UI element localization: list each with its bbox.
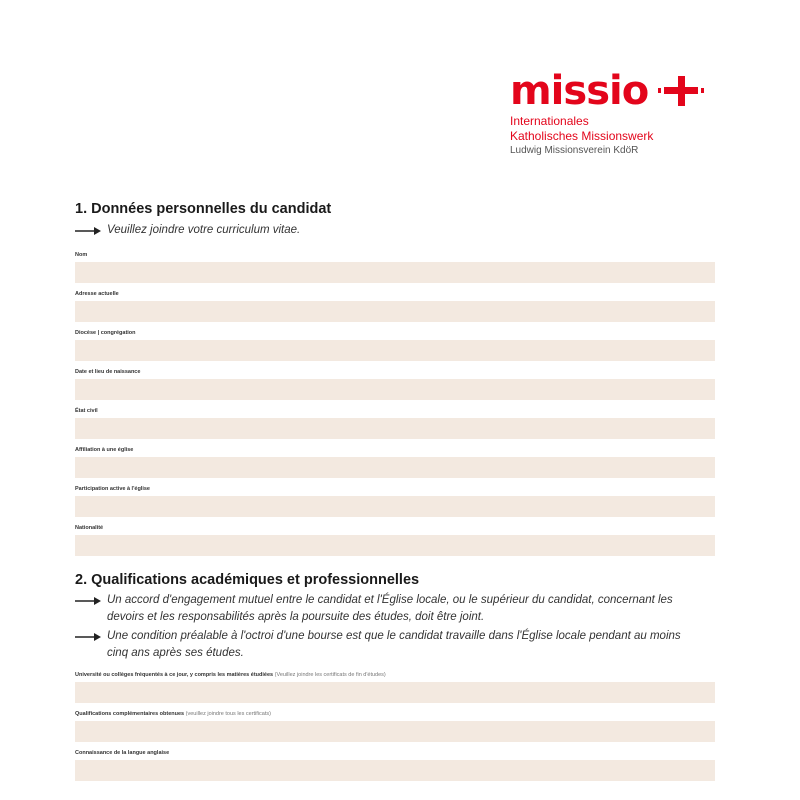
logo-line-1: Internationales bbox=[510, 114, 589, 128]
logo-subline: Ludwig Missionsverein KdöR bbox=[510, 145, 639, 156]
arrow-right-icon bbox=[75, 632, 101, 642]
field-label-text: Université ou collèges fréquentés à ce jour, y compris les matières étudiées bbox=[75, 672, 274, 678]
field-date-lieu-naissance bbox=[75, 368, 715, 400]
field-label: Affiliation à une église bbox=[75, 447, 134, 453]
section-2-note-2-text: Une condition préalable à l'octroi d'une bourse est que le candidat travaille dans l'Église locale pendant au moins cinq ans après ses études. bbox=[107, 630, 681, 659]
field-input[interactable] bbox=[75, 301, 715, 322]
field-input[interactable] bbox=[75, 682, 715, 703]
field-input[interactable] bbox=[75, 535, 715, 556]
section-1-note-text: Veuillez joindre votre curriculum vitae. bbox=[107, 224, 301, 236]
field-input[interactable] bbox=[75, 496, 715, 517]
field-input[interactable] bbox=[75, 721, 715, 742]
field-label-hint: (Veuillez joindre les certificats de fin d'études) bbox=[274, 672, 386, 678]
field-langue-anglaise bbox=[75, 749, 715, 781]
missio-logo bbox=[510, 68, 770, 158]
field-label-text: Connaissance de la langue anglaise bbox=[75, 750, 170, 756]
field-label: Nationalité bbox=[75, 525, 104, 531]
field-input[interactable] bbox=[75, 379, 715, 400]
section-1-title: 1. Données personnelles du candidat bbox=[75, 201, 332, 217]
arrow-right-icon bbox=[75, 226, 101, 236]
field-input[interactable] bbox=[75, 760, 715, 781]
section-2-note-1 bbox=[75, 592, 697, 626]
section-2-note-2 bbox=[75, 628, 697, 662]
field-affiliation-eglise bbox=[75, 446, 715, 478]
field-label: Date et lieu de naissance bbox=[75, 369, 141, 375]
section-2-note-1-text: Un accord d'engagement mutuel entre le candidat et l'Église locale, ou le supérieur du candidat, concernant les devoirs et les responsabilités après la poursuite des études, doit être joint. bbox=[107, 594, 673, 623]
field-label: Participation active à l'église bbox=[75, 486, 150, 492]
field-label-hint: (veuillez joindre tous les certificats) bbox=[185, 711, 271, 717]
cross-icon bbox=[656, 74, 706, 108]
field-qualifications-complementaires bbox=[75, 710, 715, 742]
logo-line-2: Katholisches Missionswerk bbox=[510, 129, 654, 143]
field-label bbox=[75, 710, 715, 719]
field-adresse-actuelle bbox=[75, 290, 715, 322]
field-input[interactable] bbox=[75, 418, 715, 439]
section-2-title: 2. Qualifications académiques et professionnelles bbox=[75, 572, 420, 588]
field-input[interactable] bbox=[75, 340, 715, 361]
field-etat-civil bbox=[75, 407, 715, 439]
field-participation-eglise bbox=[75, 485, 715, 517]
section-1-note bbox=[75, 222, 697, 239]
field-diocese bbox=[75, 329, 715, 361]
field-label: Diocèse | congrégation bbox=[75, 330, 136, 336]
field-nom bbox=[75, 251, 715, 283]
field-input[interactable] bbox=[75, 262, 715, 283]
field-label bbox=[75, 671, 715, 680]
arrow-right-icon bbox=[75, 596, 101, 606]
field-nationalite bbox=[75, 524, 715, 556]
logo-wordmark: missio bbox=[510, 68, 649, 114]
field-label: État civil bbox=[75, 408, 98, 414]
field-label: Adresse actuelle bbox=[75, 291, 119, 297]
field-input[interactable] bbox=[75, 457, 715, 478]
field-label bbox=[75, 749, 715, 758]
field-universite bbox=[75, 671, 715, 703]
field-label-text: Qualifications complémentaires obtenues bbox=[75, 711, 185, 717]
field-label: Nom bbox=[75, 252, 88, 258]
